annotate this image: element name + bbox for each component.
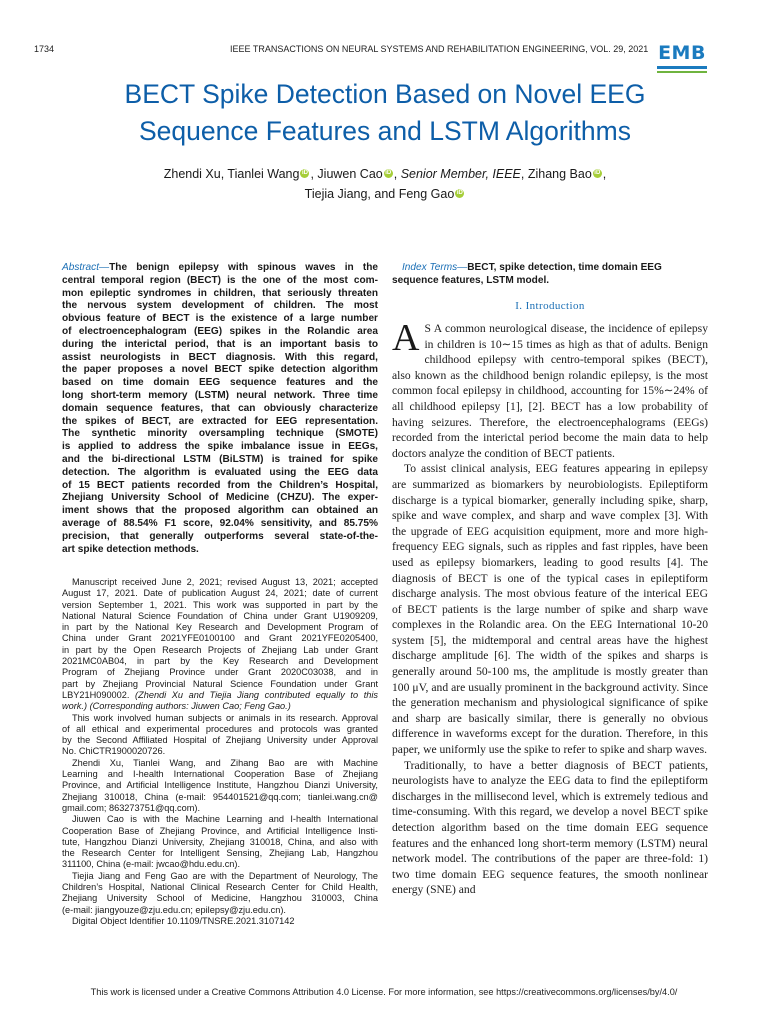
paper-title [40, 76, 730, 150]
footnote-line: Zhejiang University School of Medicine, Hangzhou 310003, China [62, 893, 378, 904]
index-terms-text: BECT, spike detection, time domain EEG sequence features, LSTM model. [392, 262, 662, 286]
orcid-icon[interactable]: iD [456, 190, 463, 196]
intro-paragraph-2: To assist clinical analysis, EEG features appearing in epilepsy are summarized as biomarkers by neurobiologists. Epileptiform discharge is a typical biomarker, generally including spike, sharp, spike and wave complex, and sharp and wave complex [3]. With the upgrade of EEG acquisition equipment, more and more high-frequency EEG signals, such as ripples and fast ripples, have been used as epilepsy biomarkers, leading to good results [4]. The diagnosis of BECT is one of the typical cases in epileptiform discharge analysis. The most obvious feature of the interical EEG of BECT patients is the large number of spike and sharp wave complexes in the Rolandic area. On the EEG International 10-20 system [5], the midtemporal and central areas have the highest discharge amplitude [6]. The width of the spikes and sharps is generally around 50-100 ms, the amplitude is mostly greater than 100 μV, and are usually prominent in the background activity. Since the generation mechanism and physiological significance of spike and sharp are basically similar, there is generally no obvious difference in waveforms except for the duration. Therefore, in this paper, we uniformly use the spike to refer to spike and sharp waves. [392, 462, 708, 757]
footnote-line: 311100, China (e-mail: jwcao@hdu.edu.cn). [62, 859, 241, 870]
emb-logo [654, 38, 710, 74]
abstract-line: average of 88.54% F1 score, 92.04% sensitivity, and 85.75% [62, 517, 378, 529]
footnote-italic: work.) [62, 701, 90, 712]
emb-logo-text: EMB [658, 42, 706, 64]
title-line-1: BECT Spike Detection Based on Novel EEG [124, 79, 646, 109]
abstract-line: assist neurologists in BECT diagnosis. With this regard, [62, 351, 378, 363]
abstract-line: and the bi-directional LSTM (BiLSTM) is trained for spike [62, 453, 378, 465]
author-text-1: Zhendi Xu, Tianlei Wang [163, 167, 300, 181]
footnote-line: Jiuwen Cao is with the Machine Learning and I-health International [72, 814, 378, 825]
footnote-line: of all ethical and experimental procedures and protocols was granted [62, 723, 378, 734]
abstract-line [62, 262, 378, 275]
author-role: Senior Member, IEEE [400, 167, 521, 181]
footnote-line: in part by the National Key Research and Development Program of [62, 622, 378, 633]
footnote-line: Manuscript received June 2, 2021; revised August 13, 2021; accepted [72, 577, 378, 587]
abstract-line: art spike detection methods. [62, 543, 199, 555]
journal-header: IEEE TRANSACTIONS ON NEURAL SYSTEMS AND REHABILITATION ENGINEERING, VOL. 29, 2021 [230, 44, 649, 54]
footnote-line: gmail.com; 863273751@qq.com). [62, 802, 201, 813]
abstract-line: long short-term memory (LSTM) neural network. Three time [62, 389, 378, 401]
abstract-text: The benign epilepsy with spinous waves in the [109, 262, 378, 273]
drop-cap: A [392, 317, 420, 359]
title-line-2: Sequence Features and LSTM Algorithms [139, 116, 631, 146]
footnote-line: part by Zhejiang Provincial Natural Science Foundation under Grant [62, 678, 378, 689]
author-line-1 [60, 164, 710, 184]
footnote-line: No. ChiCTR1900020726. [62, 746, 166, 757]
author-text-3: , [393, 167, 401, 181]
author-text-2: , Jiuwen Cao [310, 167, 383, 181]
footnote-line: Zhendi Xu, Tianlei Wang, and Zihang Bao are with Machine [72, 757, 378, 768]
abstract-label: Abstract— [62, 262, 110, 273]
author-text-6: Tiejia Jiang, and Feng Gao [304, 187, 455, 201]
footnote-line: Children’s Hospital, National Clinical Research Center for Child Health, [62, 882, 378, 893]
abstract-line: precision, that generally outperforms several state-of-the- [62, 530, 378, 542]
footnote-line: This work involved human subjects or animals in its research. Approval [72, 712, 378, 723]
footnote-line: in part by the Open Research Projects of Zhejiang Lab under Grant [62, 644, 378, 655]
footnote-line: the Research Center for Intelligent Sensing, Zhejiang Lab, Hangzhou [62, 848, 378, 859]
footnote-line [62, 701, 378, 712]
orcid-icon[interactable]: iD [385, 170, 392, 176]
footnote-line: version September 1, 2021. This work was supported in part by the [62, 599, 378, 610]
license-notice: This work is licensed under a Creative Commons Attribution 4.0 License. For more information, see https://creativecommons.org/licenses/by/4.0/ [90, 987, 678, 997]
abstract-line: central temporal region (BECT) is the one of the most com- [62, 274, 378, 286]
abstract-line: the spikes of BECT, are extracted for EEG representation. [62, 415, 378, 427]
footnote-line: Program of Zhejiang Province under Grant 2020C03038, and in [62, 667, 378, 678]
abstract-line: based on time domain EEG sequence features and the [62, 377, 378, 389]
footnote-line: by the Second Affiliated Hospital of Zhejiang University under Approval [62, 735, 378, 746]
abstract-line: detection. The algorithm is evaluated using the EEG data [62, 466, 378, 478]
footnote-italic: (Corresponding authors: Jiuwen Cao; Feng Gao.) [89, 701, 291, 712]
footnote-line: Tiejia Jiang and Feng Gao are with the Department of Neurology, The [72, 870, 378, 881]
author-line-2 [60, 184, 710, 204]
intro-paragraph-3: Traditionally, to have a better diagnosis of BECT patients, neurologists have to analyze the EEG data to find the epileptiform discharges in the millisecond level, which is extremely tedious and time-consuming. With this regard, we develop a novel BECT spike detection algorithm based on the time domain EEG sequence features and the enhanced long short-term memory (LSTM) neural network model. The contributions of the paper are three-fold: 1) two time domain EEG sequence features, the smooth nonlinear energy (SNE) and [392, 758, 708, 897]
introduction-body [392, 317, 708, 898]
intro-p1-text: epilepsy in children is 10∼15 times as high as that of adults. Benign childhood epilepsy with centro-temporal spikes (BECT), also known as the childhood benign rolandic epilepsy, is the most common focal epilepsy in childhood, accounting for 15%∼24% of all childhood epilepsy [1], [2]. BECT has a low probability of having seizures. Therefore, the electroencephalograms (EEGs) recorded from the interictal period become the main data to help doctors analyze the condition of BECT patients. [392, 322, 708, 460]
abstract-line: iment shows that the proposed algorithm can obtained an [62, 505, 378, 517]
page-number: 1734 [34, 44, 55, 54]
footnote-line: (e-mail: jiangyouze@zju.edu.cn; epilepsy@zju.edu.cn). [62, 904, 286, 915]
index-terms-label: Index Terms— [402, 262, 468, 273]
abstract-line: during the interictal period, that is an important basis to [62, 338, 378, 350]
abstract-line: domain sequence features, that can obviously characterize [62, 402, 378, 414]
author-text-5: , [602, 167, 607, 181]
footnote-line: China under Grant 2021YFE0100100 and Grant 2021YFE0205400, [62, 633, 378, 644]
footnote-line: Province, and Artificial Intelligence Institute, Hangzhou Dianzi University, [62, 780, 378, 791]
intro-p1-first: S A common neurological disease, the incidence of [424, 322, 666, 335]
abstract-line: The synthetic minority oversampling technique (SMOTE) [62, 428, 378, 440]
footnote-italic: (Zhendi Xu and Tiejia Jiang contributed equally to this [135, 689, 378, 700]
section-heading-introduction: I. Introduction [515, 300, 585, 312]
abstract-line: mon epileptic syndromes in children, that seriously threaten [62, 287, 378, 299]
abstract-line: the nervous system development of children. The most [62, 300, 378, 312]
footnote-line: Cooperation Base of Zhejiang Province, and Artificial Intelligence Insti- [62, 825, 378, 836]
first-page-footnote [62, 577, 378, 927]
abstract-line: is applied to address the spike imbalance issue in EEGs, [62, 441, 378, 453]
doi-line: Digital Object Identifier 10.1109/TNSRE.2021.3107142 [72, 915, 295, 926]
abstract-line: of 15 BECT patients recorded from the Children’s Hospital, [62, 479, 378, 491]
footnote-line: August 17, 2021. Date of publication August 24, 2021; date of current [62, 588, 378, 599]
abstract-line: the paper proposes a novel BECT spike detection algorithm [62, 364, 378, 376]
abstract-line: obvious feature of BECT is the existence of a large number [62, 313, 378, 325]
intro-paragraph-1 [392, 317, 708, 461]
orcid-icon[interactable]: iD [594, 170, 601, 176]
footnote-line [62, 690, 378, 701]
footnote-line: 2021MC0AB04, in part by the Key Research and Development [62, 656, 378, 667]
abstract-line: Zhejiang University School of Medicine (CHZU). The exper- [62, 492, 378, 504]
author-list [60, 164, 710, 204]
abstract [62, 262, 378, 556]
footnote-line: Learning and I-health International Cooperation Base of Zhejiang [62, 769, 378, 780]
index-terms [392, 262, 708, 288]
orcid-icon[interactable]: iD [301, 170, 308, 176]
footnote-text: LBY21H090002. [62, 689, 136, 700]
footnote-line: tute, Hangzhou Dianzi University, Zhejiang 310018, China, and also with [62, 836, 378, 847]
abstract-line: of electroencephalogram (EEG) spikes in the Rolandic area [62, 325, 378, 337]
author-text-4: , Zihang Bao [520, 167, 592, 181]
footnote-line: Zhejiang 310018, China (e-mail: 954401521@qq.com; tianlei.wang.cn@ [62, 791, 378, 802]
footnote-line: National Natural Science Foundation of China under Grant U1909209, [62, 610, 378, 621]
